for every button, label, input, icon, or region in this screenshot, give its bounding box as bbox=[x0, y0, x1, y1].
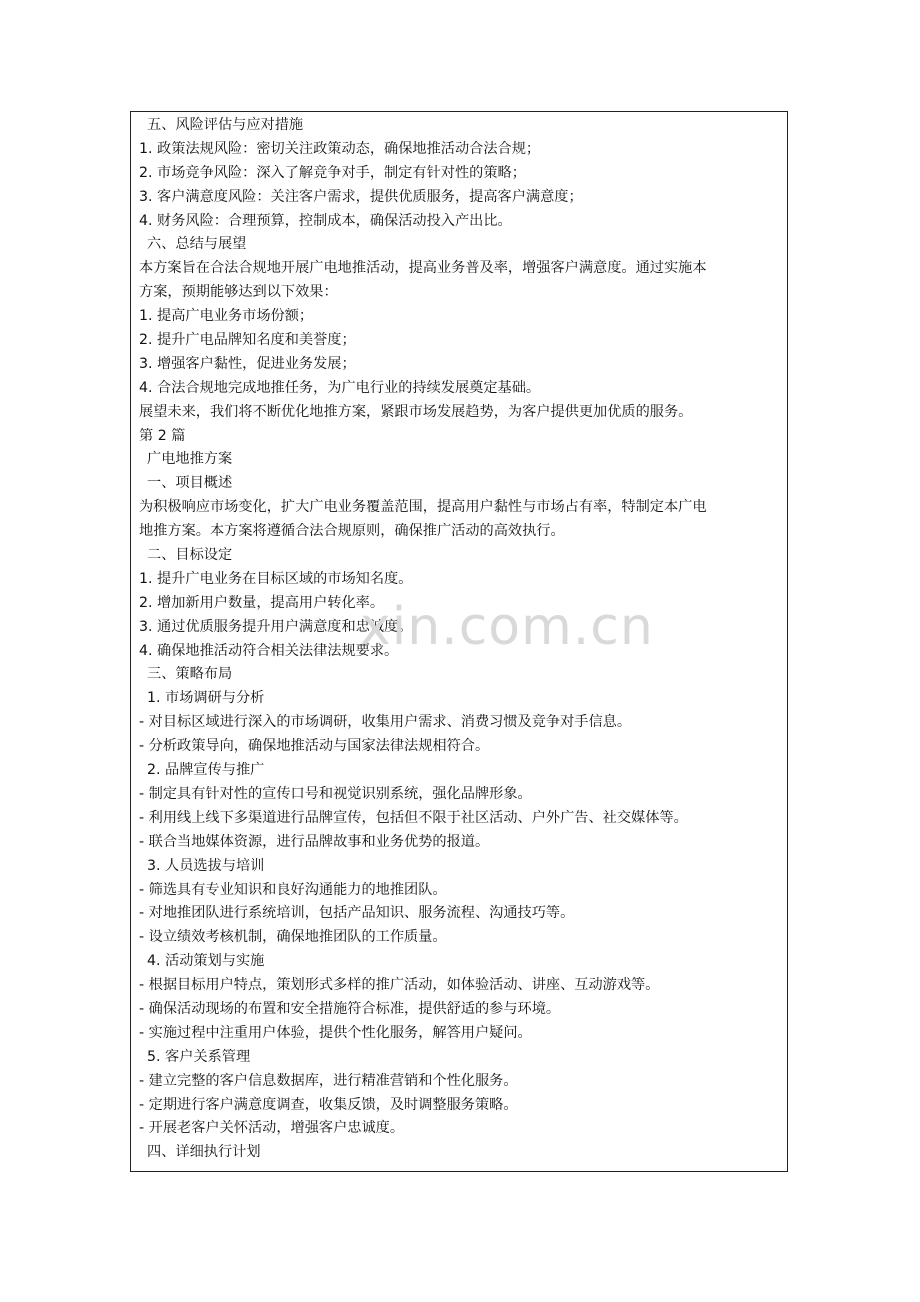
text-line: 2. 市场竞争风险：深入了解竞争对手，制定有针对性的策略； bbox=[139, 164, 526, 181]
text-line: - 对目标区域进行深入的市场调研，收集用户需求、消费习惯及竞争对手信息。 bbox=[139, 714, 632, 731]
text-line: 3. 增强客户黏性，促进业务发展； bbox=[139, 355, 356, 372]
text-line: - 确保活动现场的布置和安全措施符合标准，提供舒适的参与环境。 bbox=[139, 1000, 561, 1017]
section-heading: 5. 客户关系管理 bbox=[147, 1048, 251, 1065]
text-line: 展望未来，我们将不断优化地推方案，紧跟市场发展趋势，为客户提供更加优质的服务。 bbox=[139, 403, 693, 420]
text-line: - 制定具有针对性的宣传口号和视觉识别系统，强化品牌形象。 bbox=[139, 785, 532, 802]
section-heading: 1. 市场调研与分析 bbox=[147, 690, 265, 707]
text-line: - 设立绩效考核机制，确保地推团队的工作质量。 bbox=[139, 929, 447, 946]
document-body bbox=[139, 114, 784, 1165]
section-heading: 3. 人员选拔与培训 bbox=[147, 857, 265, 874]
text-line: - 实施过程中注重用户体验，提供个性化服务，解答用户疑问。 bbox=[139, 1024, 532, 1041]
text-line: - 分析政策导向，确保地推活动与国家法律法规相符合。 bbox=[139, 738, 490, 755]
section-heading: 三、策略布局 bbox=[147, 666, 233, 683]
section-heading: 六、总结与展望 bbox=[147, 236, 247, 253]
section-heading: 广电地推方案 bbox=[147, 451, 233, 468]
text-line: - 联合当地媒体资源，进行品牌故事和业务优势的报道。 bbox=[139, 833, 490, 850]
text-line: 4. 确保地推活动符合相关法律法规要求。 bbox=[139, 642, 399, 659]
section-heading: 二、目标设定 bbox=[147, 547, 233, 564]
text-line: 地推方案。本方案将遵循合法合规原则，确保推广活动的高效执行。 bbox=[139, 523, 565, 540]
text-line: - 建立完整的客户信息数据库，进行精准营销和个性化服务。 bbox=[139, 1072, 518, 1089]
section-heading: 五、风险评估与应对措施 bbox=[147, 117, 304, 133]
section-heading: 2. 品牌宣传与推广 bbox=[147, 762, 265, 779]
text-line: 本方案旨在合法合规地开展广电地推活动，提高业务普及率，增强客户满意度。通过实施本 bbox=[139, 260, 707, 277]
text-line: 1. 提升广电业务在目标区域的市场知名度。 bbox=[139, 570, 413, 587]
text-line: - 对地推团队进行系统培训，包括产品知识、服务流程、沟通技巧等。 bbox=[139, 905, 575, 922]
text-line: 3. 通过优质服务提升用户满意度和忠诚度。 bbox=[139, 618, 413, 635]
text-line: - 根据目标用户特点，策划形式多样的推广活动，如体验活动、讲座、互动游戏等。 bbox=[139, 977, 660, 994]
text-line: 方案，预期能够达到以下效果： bbox=[139, 284, 338, 301]
section-heading: 一、项目概述 bbox=[147, 475, 233, 492]
text-line: - 利用线上线下多渠道进行品牌宣传，包括但不限于社区活动、户外广告、社交媒体等。 bbox=[139, 809, 688, 826]
text-line: 1. 政策法规风险：密切关注政策动态，确保地推活动合法合规； bbox=[139, 140, 541, 157]
text-line: 2. 提升广电品牌知名度和美誉度； bbox=[139, 332, 356, 349]
text-line: - 开展老客户关怀活动，增强客户忠诚度。 bbox=[139, 1120, 405, 1137]
text-line: 1. 提高广电业务市场份额； bbox=[139, 308, 314, 325]
text-line: - 定期进行客户满意度调查，收集反馈，及时调整服务策略。 bbox=[139, 1096, 518, 1113]
section-heading: 四、详细执行计划 bbox=[147, 1144, 261, 1161]
text-line: 3. 客户满意度风险：关注客户需求，提供优质服务，提高客户满意度； bbox=[139, 188, 583, 205]
text-line: 第 2 篇 bbox=[139, 427, 186, 444]
section-heading: 4. 活动策划与实施 bbox=[147, 953, 265, 970]
text-line: 4. 财务风险：合理预算，控制成本，确保活动投入产出比。 bbox=[139, 212, 512, 229]
text-line: - 筛选具有专业知识和良好沟通能力的地推团队。 bbox=[139, 881, 447, 898]
text-line: 2. 增加新用户数量，提高用户转化率。 bbox=[139, 594, 385, 611]
watermark: xin.com.cn bbox=[360, 597, 654, 657]
text-line: 为积极响应市场变化，扩大广电业务覆盖范围，提高用户黏性与市场占有率，特制定本广电 bbox=[139, 499, 707, 516]
text-line: 4. 合法合规地完成地推任务，为广电行业的持续发展奠定基础。 bbox=[139, 379, 541, 396]
